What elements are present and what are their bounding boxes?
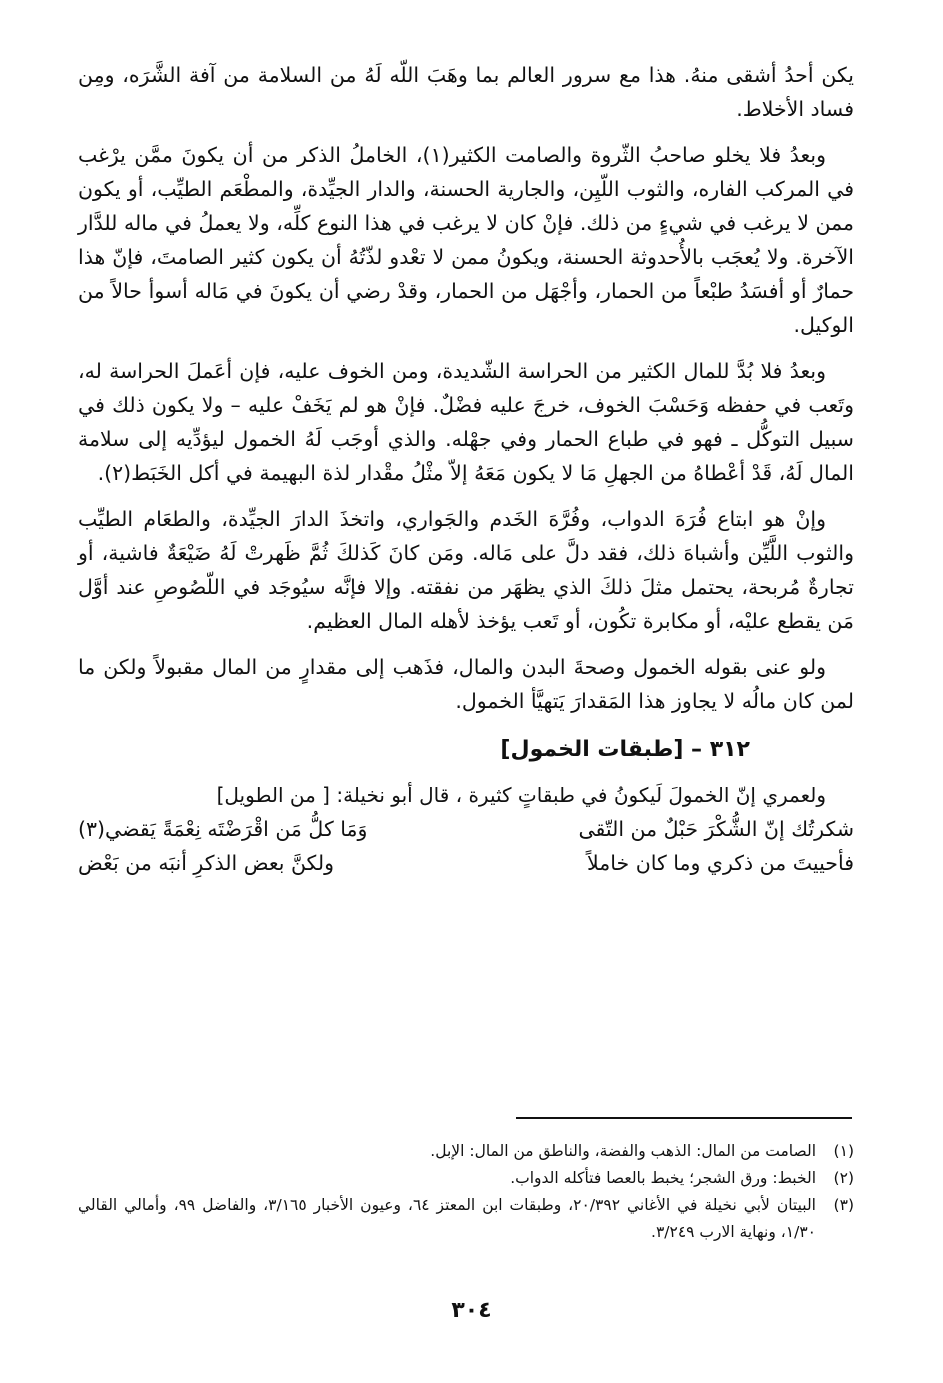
footnote-2-number: (٢) — [833, 1169, 854, 1187]
paragraph-5: ولو عنى بقوله الخمول وصحةَ البدن والمال، فذَهب إلى مقدارٍ من المال مقبولاً ولكن ما لمن كان مالُه لا يجاوز هذا المَقدارَ يَتهيَّأ الخمول. — [78, 655, 854, 713]
verse-intro: ولعمري إنّ الخمولَ لَيكونُ في طبقاتٍ كثيرة ، قال أبو نخيلة: [ من الطويل] — [216, 783, 826, 807]
footnote-2-text: الخبط: ورق الشجر؛ يخبط بالعصا فتأكله الدواب. — [510, 1169, 816, 1187]
paragraph-2: وبعدُ فلا يخلو صاحبُ الثّروة والصامت الكثير(١)، الخاملُ الذكر من أن يكونَ ممَّن يرْغب في المركب الفاره، والثوب اللّيِن، والجارية الحسنة، والدار الجيِّدة، والمطْعَم الطيِّب، أو يكون ممن لا يرغب في شيءٍ من ذلك. فإنْ كان لا يرغب في هذا النوع كلِّه، ولا يعملُ في ماله للدَّار الآخرة. ولا يُعجَب بالأُحدوثة الحسنة، ويكونُ ممن لا تعْدو لذّتُهُ أن يكون كثير الصامتَ، فإنّ هذا حمارٌ أو أفسَدُ طبْعاً من الحمار، وأجْهَل من الحمار، وقدْ رضي أن يكونَ في مَاله أسوأ حالاً من الوكيل. — [78, 143, 854, 337]
verse-line-1 — [78, 812, 854, 846]
verse-line-2 — [78, 846, 854, 880]
footnote-2 — [78, 1165, 854, 1192]
footnote-divider — [516, 1117, 852, 1119]
footnote-1-number: (١) — [833, 1142, 854, 1160]
page-number: ٣٠٤ — [451, 1298, 492, 1323]
paragraph-1: يكن أحدُ أشقى منهُ. هذا مع سرور العالم بما وهَبَ اللّه لَهُ من السلامة من آفة الشَّرَه، ومِن فساد الأخلاط. — [78, 63, 854, 121]
footnote-3-number: (٣) — [833, 1196, 854, 1214]
page-body — [78, 58, 854, 880]
footnote-1 — [78, 1138, 854, 1165]
footnote-3-text: البيتان لأبي نخيلة في الأغاني ٢٠/٣٩٢، وطبقات ابن المعتز ٦٤، وعيون الأخبار ٣/١٦٥، والفاضل ٩٩، وأمالي القالي ١/٣٠، ونهاية الارب ٣/٢٤٩. — [78, 1196, 816, 1241]
verse-2-first-hemistich: فأحييتَ من ذكري وما كان خاملاً — [587, 851, 854, 875]
footnote-1-text: الصامت من المال: الذهب والفضة، والناطق من المال: الإبل. — [430, 1142, 816, 1160]
paragraph-3: وبعدُ فلا بُدَّ للمال الكثير من الحراسة الشّديدة، ومن الخوف عليه، فإن أعَملَ الحراسة له، وتَعب في حفظه وَحَسْبَ الخوف، خرجَ عليه فضْلٌ. فإنْ هو لم يَخَفْ عليه – ولا يكون ذلك في سبيل التوكُّل ـ فهو في طباع الحمار وفي جهْله. والذي أوجَب لَهُ الخمول ليؤدِّيه إلى سلامة المال لَهُ، قَدْ أعْطاهُ من الجهلِ مَا لا يكون مَعَهُ إلاّ مثْلُ مقْدار لذة البهيمة في أكل الخَبَط(٢). — [78, 359, 854, 485]
section-heading: ٣١٢ – [طبقات الخمول] — [500, 737, 750, 762]
paragraph-4: وإنْ هو ابتاع فُرَهَ الدواب، وفُرَّهَ الخَدم والجَواري، واتخذَ الدارَ الجيِّدة، والطعَام الطيِّب والثوب اللَّيِّن وأشباهَ ذلك، فقد دلَّ على مَاله. ومَن كانَ كَذلكَ ثُمَّ ظَهرتْ لَهُ ضَيْعَةٌ فاشية، أو تجارةٌ مُربحة، يحتمل مثلَ ذلكَ الذي يظهَر من نفقته. وإلا فإنَّه سيُوجَد في اللّصُوصِ عند أوَّل مَن يقطع عليْه، أو مكابرة تكُون، أو تَعب يؤخذ لأهله المال العظيم. — [78, 507, 854, 633]
verse-1-second-hemistich: وَمَا كلُّ مَن اقْرَضْتَه نِعْمَةً يَقضي(٣) — [78, 817, 368, 841]
footnotes — [78, 1138, 854, 1246]
verse-2-second-hemistich: ولكنَّ بعض الذكرِ أنبَه من بَعْض — [78, 851, 335, 875]
verse-1-first-hemistich: شكرتُك إنّ الشُّكْرَ حَبْلٌ من التّقى — [578, 817, 854, 841]
footnote-3 — [78, 1192, 854, 1246]
